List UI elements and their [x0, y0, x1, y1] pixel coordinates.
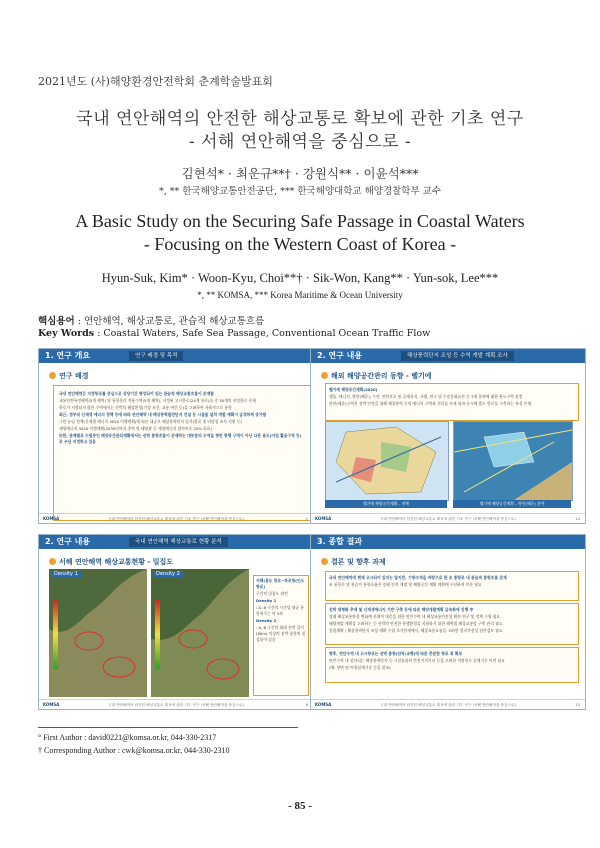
map-drawing — [454, 422, 572, 500]
keywords-english-label: Key Words — [38, 328, 95, 339]
slide-subtitle: 해외 해양공간관리 동향 - 벨기에 — [321, 371, 432, 381]
map-drawing — [49, 569, 147, 697]
bullet-icon — [321, 372, 328, 379]
density-label-2: Density 2 — [153, 571, 183, 577]
slide-section-title: 2. 연구 내용 — [317, 351, 363, 360]
footnote-divider — [38, 727, 298, 728]
slide-subtitle: 서해 연안해역 해상교통현황 - 밀집도 — [49, 557, 173, 567]
affiliation-korean: *, ** 한국해양교통안전공단, *** 한국해양대학교 해양경찰학부 교수 — [158, 186, 442, 197]
komsa-logo: KOMSA — [43, 516, 60, 521]
map-label-shipping: 벨기에 해양공간계획 – 항만(해운) 분야 — [453, 500, 571, 508]
slide-belgium-msp — [310, 348, 586, 524]
footnote-corresponding-author: † Corresponding Author : cwk@komsa.or.kr, 044-330-2310 — [38, 746, 230, 755]
bullet-icon — [49, 372, 56, 379]
density-map-2 — [151, 569, 249, 697]
content-box: 국내 연안해역은 지정항로를 중심으로 상당기간 형성되어 있는 관습적 해상교통흐름이 존재함 교통안전특정해역(5개 해역) 및 통항분리 적용수역(5개 해역), 지정된 고시항로(24개 항로)를 중 30개의 지정항로 존재 항로가 지정되지 않은 수역에서는 선박의 해상환경(기상 조건, 교통 여건 등)을 고려하여 자율적으로 통항 최근, 정부의 신재생 에너지 정책 등에 따라 연안해역 내 해상풍력발전단지 건설 등 시설물 설치 개발 계획이 급격하게 증가함 그린 뉴딜 정책(신재생 에너지 3020 이행계획)에 따른 대규모 해상풍력단지 입지(발굴 및 타당성 조사 지원 등) 재생에너지 3020 이행계획(2030년까지 총력 및 태양광 등 재생에너지 발전비중 20% 목표) 또한, 관계별로 수립중인 해양공간관리계획에서는 선박 통항흐름이 존재하는 대부분의 수역을 항만 항행 구역이 아닌 다른 용도(어업 활용구역 등)로 우선 지정하고 있음 — [53, 385, 311, 521]
slide-header — [311, 349, 585, 363]
slide-conclusion — [310, 534, 586, 710]
content-box-3: 향후, 연안수역 내 고시항로는 선박 통항(단독/교행)에 따른 충분한 항로 폭 확보 연안수역 내 설치되는 해상풍력단지 등 시설물과의 안전이격거리 등을 고려한 적정항로 설계기준 마련 필요 (예: 항만 및 어항설계기준 등을 참조) — [325, 647, 579, 683]
content-box-2: 선박 대형화 추세 및 신재생에너지 기반 구축 등에 따른 해양개발계획 급속화에 진행 中 장래 해상교통환경 변화에 선제적 대응을 위한 연안수역 내 해상교통안전성 확보 연구 및 정책 수립 필요 해양개발 계획을 고려하는 등 선박의 안전한 항행환경을 지원하기 위한 해역별 해상교통망 구축 관리 필요 종합계획 / 해상풍력단지 조성 계획 수립 초기단계에서, 해상교통흐름을 고려한 입지적정성 심층검토 필요 — [325, 603, 579, 645]
slide-west-coast-density — [38, 534, 314, 710]
title-korean-line-1: 국내 연안해역의 안전한 해상교통로 확보에 관한 기초 연구 — [76, 109, 524, 129]
slide-research-background — [38, 348, 314, 524]
slide-header — [39, 535, 313, 549]
slide-tag: 국내 연안해역 해상교통로 현황 분석 — [129, 537, 228, 547]
density-notes: 서해(용도 항로~목포항(인도 항로) 구간의 밀집도 관련 Density 1 : A, B 구간의 시간당 평균 통항척수는 약 3척 Density 2 : A, B 구간의 최대 선박 길이(60m) 이상의 선박 통항의 밀집되어 있음 — [253, 575, 309, 696]
title-english-line-1: A Basic Study on the Securing Safe Passage in Coastal Waters — [75, 211, 525, 231]
slide-tag: 해상풍력단지 조성 등 수역 개발 계획 조사 — [401, 351, 514, 361]
slide-header — [39, 349, 313, 363]
content-box-1: 국내 연안해역에 현재 고시되어 있지는 않지만, 기항수역을 바탕으로 한 조 통항로 내 관습적 통항흐름 존재 조 통항로 및 관습적 통항흐름은 종래 안전 개발 및 해양공간 계획 계획에 우선하여 보존 필요 — [325, 571, 579, 601]
komsa-logo: KOMSA — [315, 702, 332, 707]
slide-footer: KOMSA 국내 연안해역의 안전한 해상교통로 확보에 관한 기초 연구 (서해 연안해역을 중심으로) 14 — [311, 513, 585, 523]
keywords-korean — [38, 313, 264, 327]
bullet-icon — [49, 558, 56, 565]
slide-footer: KOMSA 국내 연안해역의 안전한 해상교통로 확보에 관한 기초 연구 (서해 연안해역을 중심으로) 15 — [311, 699, 585, 709]
belgium-map-overall — [325, 421, 449, 501]
slide-section-title: 3. 종합 결과 — [317, 537, 363, 546]
slide-subtitle: 결론 및 향후 과제 — [321, 557, 386, 567]
bullet-icon — [321, 558, 328, 565]
slide-footer: KOMSA 국내 연안해역의 안전한 해상교통로 확보에 관한 기초 연구 (서해 연안해역을 중심으로) 1 — [39, 513, 313, 523]
authors-korean: 김현석* · 최운규**† · 강원식** · 이윤석*** — [181, 166, 419, 181]
komsa-logo: KOMSA — [315, 516, 332, 521]
map-drawing — [151, 569, 249, 697]
density-map-1 — [49, 569, 147, 697]
slide-footer: KOMSA 국내 연안해역의 안전한 해상교통로 확보에 관한 기초 연구 (서해 연안해역을 중심으로) 8 — [39, 699, 313, 709]
footnote-first-author: ° First Author : david0221@komsa.or.kr, 044-330-2317 — [38, 733, 217, 742]
keywords-english-text: : Coastal Waters, Safe Sea Passage, Conventional Ocean Traffic Flow — [97, 328, 431, 339]
map-label-overall: 벨기에 해양공간계획 – 전체 — [325, 500, 447, 508]
keywords-english — [38, 328, 430, 339]
slide-section-title: 1. 연구 개요 — [45, 351, 91, 360]
komsa-logo: KOMSA — [43, 702, 60, 707]
keywords-korean-text: : 연안해역, 해상교통로, 관습적 해상교통흐름 — [77, 316, 265, 327]
density-label-1: Density 1 — [51, 571, 81, 577]
keywords-korean-label: 핵심용어 — [38, 316, 75, 327]
belgium-map-shipping — [453, 421, 573, 501]
map-drawing — [326, 422, 448, 500]
title-korean-line-2: - 서해 연안해역을 중심으로 - — [188, 132, 412, 152]
authors-english: Hyun-Suk, Kim* · Woon-Kyu, Choi**† · Sik-Won, Kang** · Yun-sok, Lee*** — [101, 271, 499, 285]
slide-subtitle: 연구 배경 — [49, 371, 89, 381]
slide-section-title: 2. 연구 내용 — [45, 537, 91, 546]
page-number: - 85 - — [288, 800, 312, 812]
title-english-line-2: - Focusing on the Western Coast of Korea - — [143, 234, 457, 254]
conference-header: 2021년도 (사)해양환경안전학회 춘계학술발표회 — [38, 75, 273, 88]
slide-tag: 연구 배경 및 목적 — [129, 351, 183, 361]
slide-header — [311, 535, 585, 549]
content-box: 벨기에 해양공간계획(2020) 생물, 에너지, 항만(해운), 수산, 연안보호 및 공재육지, 국방, 연구 및 수중문화유산 등 7개 분야에 대한 용도구역 설정 항만(해운)구역은 선박 안전을 위해 해상풍력 등의 에너지 구역과 거리를 두게 함과 동시에 별도 항로를 구축하는 특징 존재 — [325, 383, 579, 421]
affiliation-english: *, ** KOMSA, *** Korea Maritime & Ocean University — [197, 290, 403, 300]
